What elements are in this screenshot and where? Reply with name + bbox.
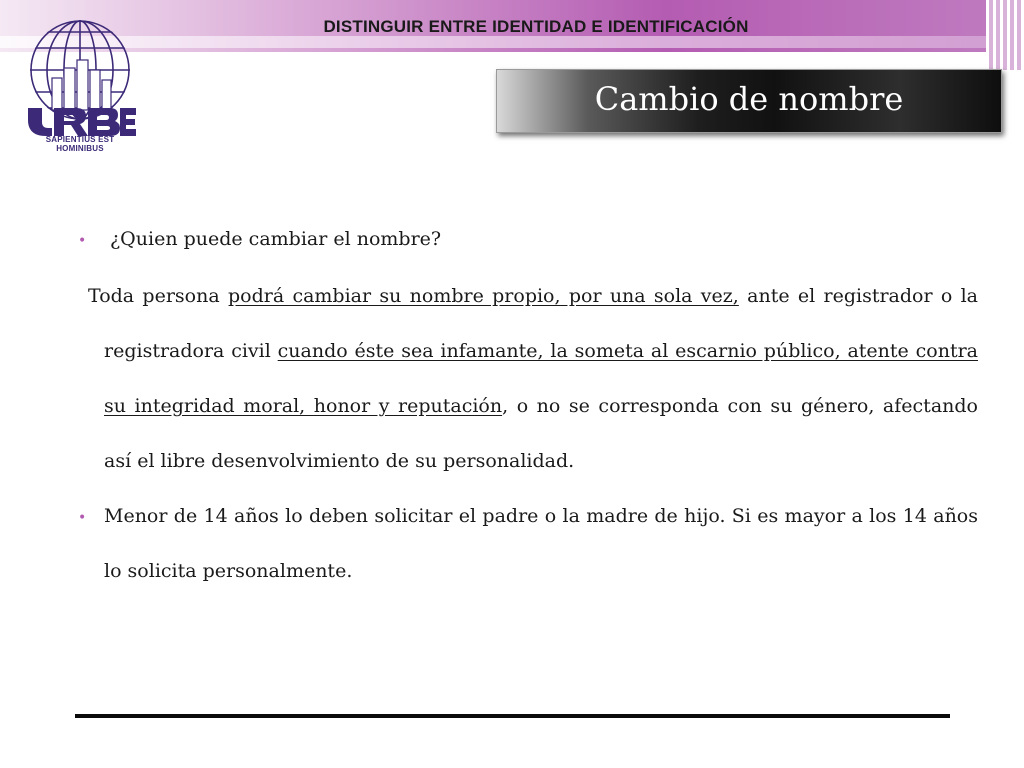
paragraph-text: ante el registrador o la registradora civil [104,285,978,362]
underlined-text: cuando éste sea infamante, la someta al escarnio público, atente contra su integridad moral, honor y reputación [104,340,978,417]
bullet-text-minors: Menor de 14 años lo deben solicitar el padre o la madre de hijo. Si es mayor a los 14 años lo solicita personalmente. [104,505,978,582]
logo-motto: SAPIENTIUS EST HOMINIBUS [45,135,115,153]
bullet-text-question: ¿Quien puede cambiar el nombre? [110,228,442,250]
header-band-highlight [0,36,1024,48]
slide-title-box [496,69,1002,133]
paragraph-text: , o no se corresponda con su género, afectando así el libre desenvolvimiento de su personalidad. [104,395,978,472]
bullet-item [78,489,978,599]
paragraph-text: Toda persona [88,285,228,307]
header-title: DISTINGUIR ENTRE IDENTIDAD E IDENTIFICACIÓN [323,17,749,36]
urbe-logo-icon [22,16,138,148]
bullet-item [78,212,978,269]
slide-content [78,212,978,599]
bullet-dot-icon: • [78,510,87,526]
bullet-dot-icon: • [78,233,87,249]
underlined-text: podrá cambiar su nombre propio, por una sola vez, [227,285,739,307]
bottom-divider [75,714,950,718]
paragraph-body [78,269,978,489]
slide-title: Cambio de nombre [594,80,904,118]
